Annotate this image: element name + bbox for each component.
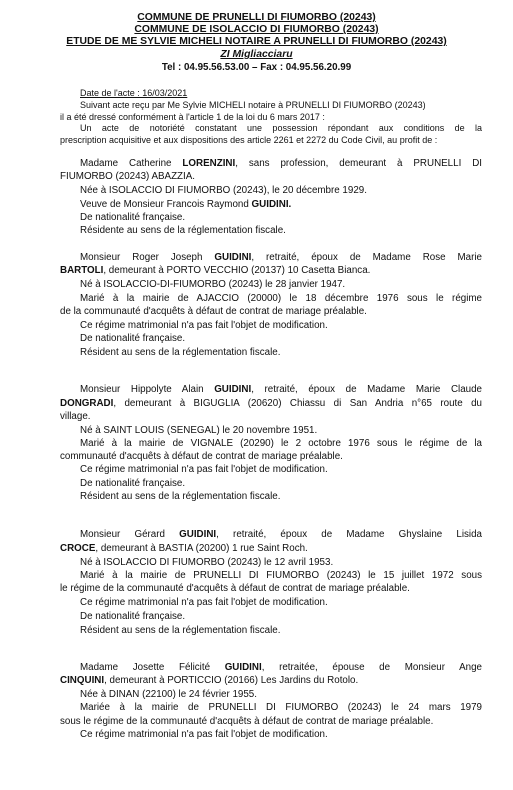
- p1-line-3: Née à ISOLACCIO DI FIUMORBO (20243), le 20 décembre 1929.: [80, 185, 367, 196]
- p4-line-6: Ce régime matrimonial n'a pas fait l'objet de modification.: [80, 597, 328, 608]
- p4-line-1: Monsieur Gérard GUIDINI, retraité, époux de Madame Ghyslaine Lisida: [80, 529, 482, 540]
- intro-line-2: il a été dressé conformément à l'article 1 de la loi du 6 mars 2017 :: [60, 112, 325, 122]
- p1-line-6: Résidente au sens de la réglementation fiscale.: [80, 225, 286, 236]
- header-etude: ETUDE DE ME SYLVIE MICHELI NOTAIRE A PRUNELLI DI FIUMORBO (20243): [66, 36, 447, 47]
- intro-line-1: Suivant acte reçu par Me Sylvie MICHELI notaire à PRUNELLI DI FIUMORBO (20243): [80, 100, 426, 110]
- p2-line-5: de la communauté d'acquêts à défaut de contrat de mariage préalable.: [60, 306, 367, 317]
- p2-line-2: BARTOLI, demeurant à PORTO VECCHIO (20137) 10 Casetta Bianca.: [60, 265, 371, 276]
- p1-line-2: FIUMORBO (20243) ABAZZIA.: [60, 171, 196, 182]
- p3-line-3: village.: [60, 411, 91, 422]
- p2-line-1: Monsieur Roger Joseph GUIDINI, retraité, époux de Madame Rose Marie: [80, 252, 483, 263]
- p5-line-6: Ce régime matrimonial n'a pas fait l'objet de modification.: [80, 729, 328, 740]
- p5-line-3: Née à DINAN (22100) le 24 février 1955.: [80, 689, 257, 700]
- p1-line-4: Veuve de Monsieur Francois Raymond GUIDINI.: [80, 199, 292, 210]
- p1-line-1: Madame Catherine LORENZINI, sans profession, demeurant à PRUNELLI DI: [80, 158, 482, 169]
- p2-line-6: Ce régime matrimonial n'a pas fait l'objet de modification.: [80, 320, 328, 331]
- header-commune-isolaccio: COMMUNE DE ISOLACCIO DI FIUMORBO (20243): [134, 24, 379, 35]
- intro-line-3: Un acte de notoriété constatant une possession répondant aux conditions de la: [80, 123, 482, 133]
- p4-line-5: le régime de la communauté d'acquêts à défaut de contrat de mariage préalable.: [60, 583, 410, 594]
- p5-line-4: Mariée à la mairie de PRUNELLI DI FIUMORBO (20243) le 24 mars 1979: [80, 702, 482, 713]
- intro-line-4: prescription acquisitive et aux dispositions des article 2261 et 2272 du Code Civil, au profit de :: [60, 135, 438, 145]
- p5-line-2: CINQUINI, demeurant à PORTICCIO (20166) Les Jardins du Rotolo.: [60, 675, 359, 686]
- p3-line-8: De nationalité française.: [80, 478, 186, 489]
- p4-line-7: De nationalité française.: [80, 611, 186, 622]
- p2-line-8: Résident au sens de la réglementation fiscale.: [80, 347, 281, 358]
- p5-line-1: Madame Josette Félicité GUIDINI, retraitée, épouse de Monsieur Ange: [80, 662, 482, 673]
- p4-line-2: CROCE, demeurant à BASTIA (20200) 1 rue Saint Roch.: [60, 543, 308, 554]
- p2-line-4: Marié à la mairie de AJACCIO (20000) le 18 décembre 1976 sous le régime: [80, 293, 482, 304]
- p1-line-5: De nationalité française.: [80, 212, 186, 223]
- header-commune-prunelli: COMMUNE DE PRUNELLI DI FIUMORBO (20243): [137, 12, 376, 23]
- p2-line-3: Né à ISOLACCIO-DI-FIUMORBO (20243) le 28 janvier 1947.: [80, 279, 346, 290]
- p3-line-6: communauté d'acquêts à défaut de contrat de mariage préalable.: [60, 451, 343, 462]
- header-contact: Tel : 04.95.56.53.00 – Fax : 04.95.56.20.99: [161, 62, 352, 73]
- header-address: ZI Migliacciaru: [220, 49, 293, 60]
- p3-line-1: Monsieur Hippolyte Alain GUIDINI, retraité, époux de Madame Marie Claude: [80, 384, 482, 395]
- p3-line-5: Marié à la mairie de VIGNALE (20290) le 2 octobre 1976 sous le régime de la: [80, 438, 482, 449]
- p5-line-5: sous le régime de la communauté d'acquêts à défaut de contrat de mariage préalable.: [60, 716, 434, 727]
- p3-line-7: Ce régime matrimonial n'a pas fait l'objet de modification.: [80, 464, 328, 475]
- p3-line-9: Résident au sens de la réglementation fiscale.: [80, 491, 281, 502]
- p4-line-8: Résident au sens de la réglementation fiscale.: [80, 625, 281, 636]
- p4-line-3: Né à ISOLACCIO DI FIUMORBO (20243) le 12 avril 1953.: [80, 557, 334, 568]
- act-date: Date de l'acte : 16/03/2021: [80, 88, 188, 98]
- p3-line-2: DONGRADI, demeurant à BIGUGLIA (20620) Chiassu di San Andria n°65 route du: [60, 398, 482, 409]
- p4-line-4: Marié à la mairie de PRUNELLI DI FIUMORBO (20243) le 15 juillet 1972 sous: [80, 570, 482, 581]
- p2-line-7: De nationalité française.: [80, 333, 186, 344]
- p3-line-4: Né à SAINT LOUIS (SENEGAL) le 20 novembre 1951.: [80, 425, 318, 436]
